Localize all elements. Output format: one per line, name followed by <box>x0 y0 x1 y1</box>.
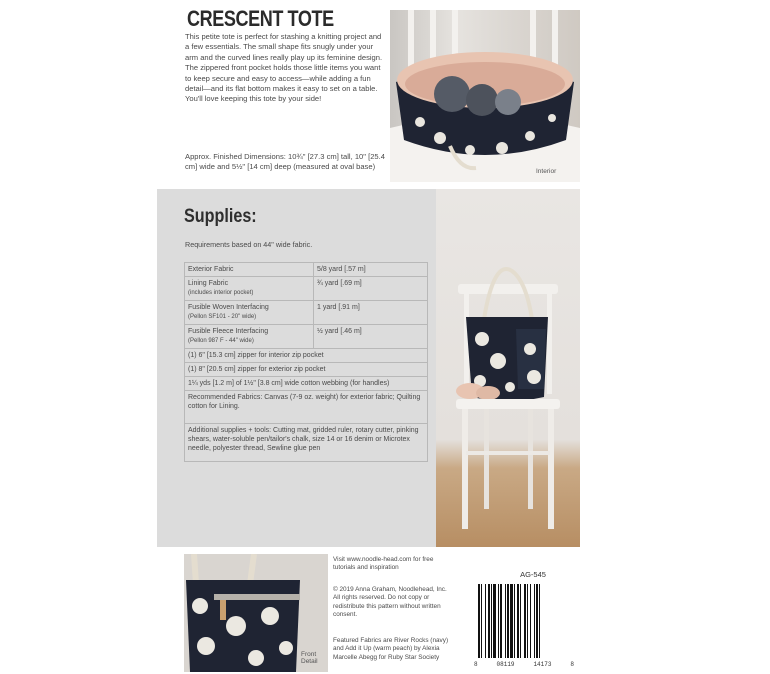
supply-note: (1) 6" [15.3 cm] zipper for interior zip pocket <box>185 349 428 363</box>
barcode-bar <box>536 584 538 658</box>
barcode-bar <box>498 584 499 658</box>
supply-note: Recommended Fabrics: Canvas (7-9 oz. weight) for exterior fabric; Quilting cotton for Lining. <box>185 391 428 424</box>
barcode-bar <box>500 584 502 658</box>
barcode-number: 8 08119 14173 8 <box>474 661 574 668</box>
copyright-text: © 2019 Anna Graham, Noodlehead, Inc. All rights reserved. Do not copy or redistribute this pattern without written consent. <box>333 586 447 618</box>
pattern-code: AG-545 <box>520 570 546 579</box>
table-row <box>185 363 428 377</box>
barcode-bar <box>520 584 521 658</box>
barcode-bar <box>527 584 528 658</box>
tote-on-chair-photo <box>436 189 580 547</box>
supply-note: 1¼ yds [1.2 m] of 1½" [3.8 cm] wide cotton webbing (for handles) <box>185 377 428 391</box>
table-row <box>185 349 428 363</box>
barcode-bar <box>481 584 482 658</box>
table-row <box>185 301 428 325</box>
supply-item: Lining Fabric (includes interior pocket) <box>185 277 314 301</box>
barcode-bar <box>514 584 515 658</box>
front-detail-photo <box>184 554 328 672</box>
supply-item: Exterior Fabric <box>185 263 314 277</box>
supply-amount: ¾ yard [.69 m] <box>314 277 428 301</box>
barcode-bar <box>478 584 480 658</box>
barcode-bar <box>524 584 526 658</box>
barcode-bar <box>539 584 540 658</box>
barcode <box>474 582 574 660</box>
front-detail-caption: Front Detail <box>301 651 318 665</box>
supply-amount: 5/8 yard [.57 m] <box>314 263 428 277</box>
table-row <box>185 377 428 391</box>
supply-item: Fusible Woven Interfacing (Pellon SF101 - 20" wide) <box>185 301 314 325</box>
table-row <box>185 277 428 301</box>
supply-item: Fusible Fleece Interfacing (Pellon 987 F - 44" wide) <box>185 325 314 349</box>
supplies-table <box>184 262 428 462</box>
barcode-bar <box>517 584 519 658</box>
barcode-bar <box>493 584 496 658</box>
supplies-heading: Supplies: <box>184 206 257 227</box>
barcode-bar <box>485 584 486 658</box>
table-row <box>185 391 428 424</box>
finished-dimensions: Approx. Finished Dimensions: 10¾" [27.3 cm] tall, 10" [25.4 cm] wide and 5½" [14 cm] deep (measured at oval base) <box>185 152 385 172</box>
supply-amount: 1 yard [.91 m] <box>314 301 428 325</box>
barcode-bar <box>534 584 535 658</box>
intro-paragraph: This petite tote is perfect for stashing a knitting project and a few essentials. The small shape fits snugly under your arm and the curved lines really play up its feminine design. The zippered front pocket holds those little items you want to keep secure and easy to access—while adding a fun detail—and its flat bottom makes it easy to set on a table. You'll love keeping this tote by your side! <box>185 32 383 104</box>
barcode-bar <box>488 584 490 658</box>
supply-note: Additional supplies + tools: Cutting mat, gridded ruler, rotary cutter, pinking shears, water-soluble pen/tailor's chalk, size 14 or 16 denim or Microtex needle, polyester thread, Sewline glue pen <box>185 424 428 462</box>
supply-amount: ½ yard [.46 m] <box>314 325 428 349</box>
interior-caption: Interior <box>536 168 557 175</box>
table-row <box>185 325 428 349</box>
barcode-bar <box>510 584 513 658</box>
barcode-bar <box>491 584 492 658</box>
table-row <box>185 263 428 277</box>
visit-website-text: Visit www.noodle-head.com for free tutorials and inspiration <box>333 556 434 572</box>
featured-fabrics-text: Featured Fabrics are River Rocks (navy) and Add it Up (warm peach) by Alexia Marcelle Abegg for Ruby Star Society <box>333 637 449 661</box>
barcode-bar <box>507 584 509 658</box>
pattern-title: CRESCENT TOTE <box>187 6 334 31</box>
supply-note: (1) 8" [20.5 cm] zipper for exterior zip pocket <box>185 363 428 377</box>
table-row <box>185 424 428 462</box>
tote-on-chair-illustration <box>436 189 580 547</box>
requirements-note: Requirements based on 44" wide fabric. <box>185 240 313 249</box>
barcode-bar <box>530 584 531 658</box>
tote-interior-illustration <box>390 10 580 182</box>
interior-photo <box>390 10 580 182</box>
barcode-bar <box>505 584 506 658</box>
